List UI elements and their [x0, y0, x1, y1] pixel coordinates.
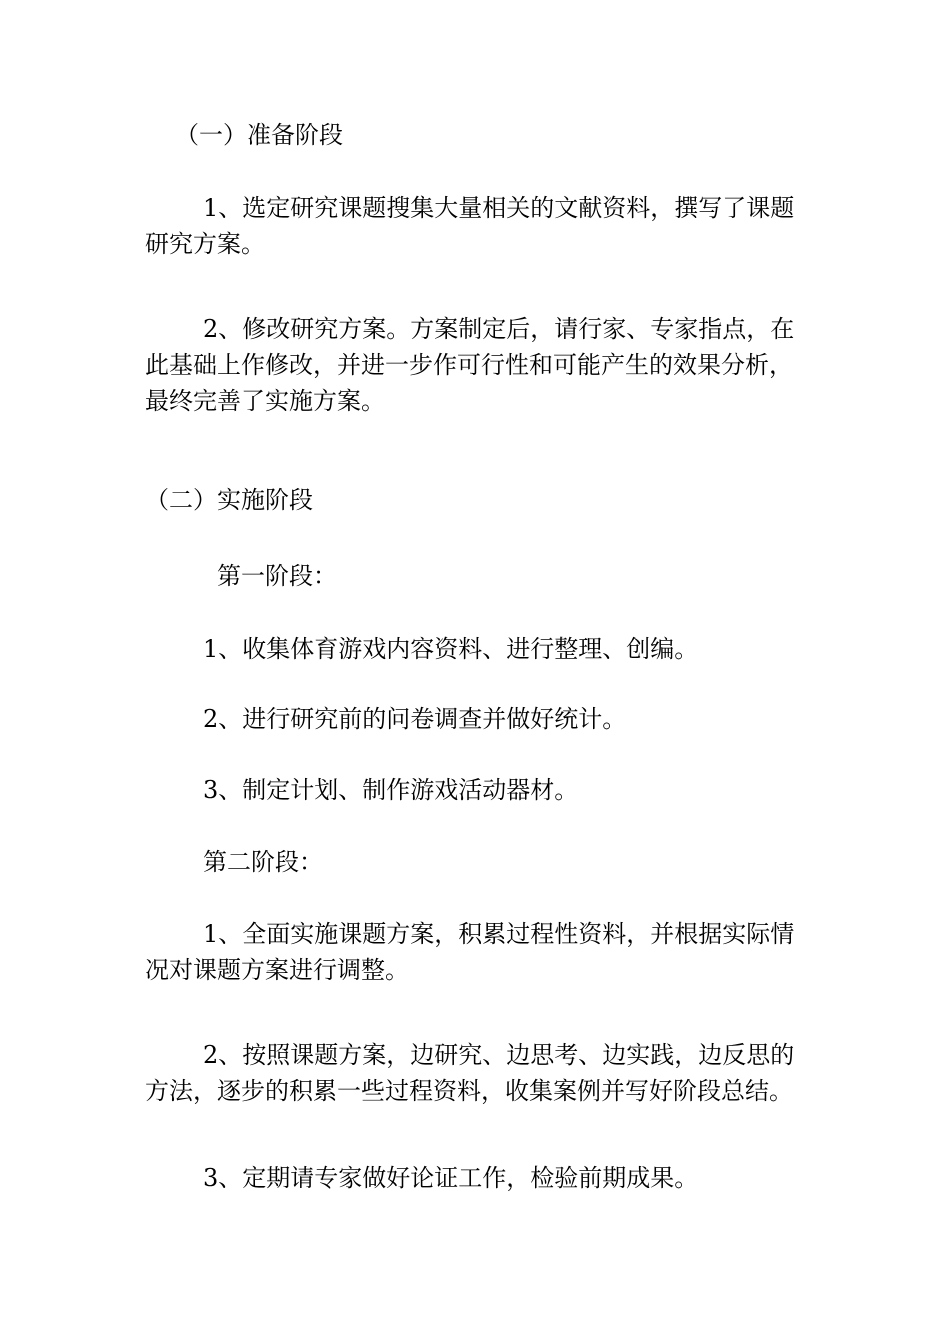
- stage2-item-2: 2、按照课题方案，边研究、边思考、边实践，边反思的方法，逐步的积累一些过程资料，收集案例并写好阶段总结。: [145, 1041, 795, 1105]
- section-heading-impl: （二）实施阶段: [145, 486, 313, 514]
- stage2-item-3: 3、定期请专家做好论证工作，检验前期成果。: [203, 1164, 699, 1192]
- stage1-item-2: 2、进行研究前的问卷调查并做好统计。: [203, 705, 627, 733]
- stage2-title: 第二阶段：: [203, 848, 323, 876]
- section-heading-prep: （一）准备阶段: [175, 121, 343, 149]
- prep-item-1: 1、选定研究课题搜集大量相关的文献资料，撰写了课题研究方案。: [145, 194, 795, 258]
- stage1-item-3: 3、制定计划、制作游戏活动器材。: [203, 776, 579, 804]
- prep-item-2: 2、修改研究方案。方案制定后，请行家、专家指点，在此基础上作修改，并进一步作可行性和可能产生的效果分析，最终完善了实施方案。: [145, 315, 795, 415]
- stage1-title: 第一阶段：: [217, 562, 337, 590]
- stage2-item-1: 1、全面实施课题方案，积累过程性资料，并根据实际情况对课题方案进行调整。: [145, 920, 795, 984]
- stage1-item-1: 1、收集体育游戏内容资料、进行整理、创编。: [203, 635, 699, 663]
